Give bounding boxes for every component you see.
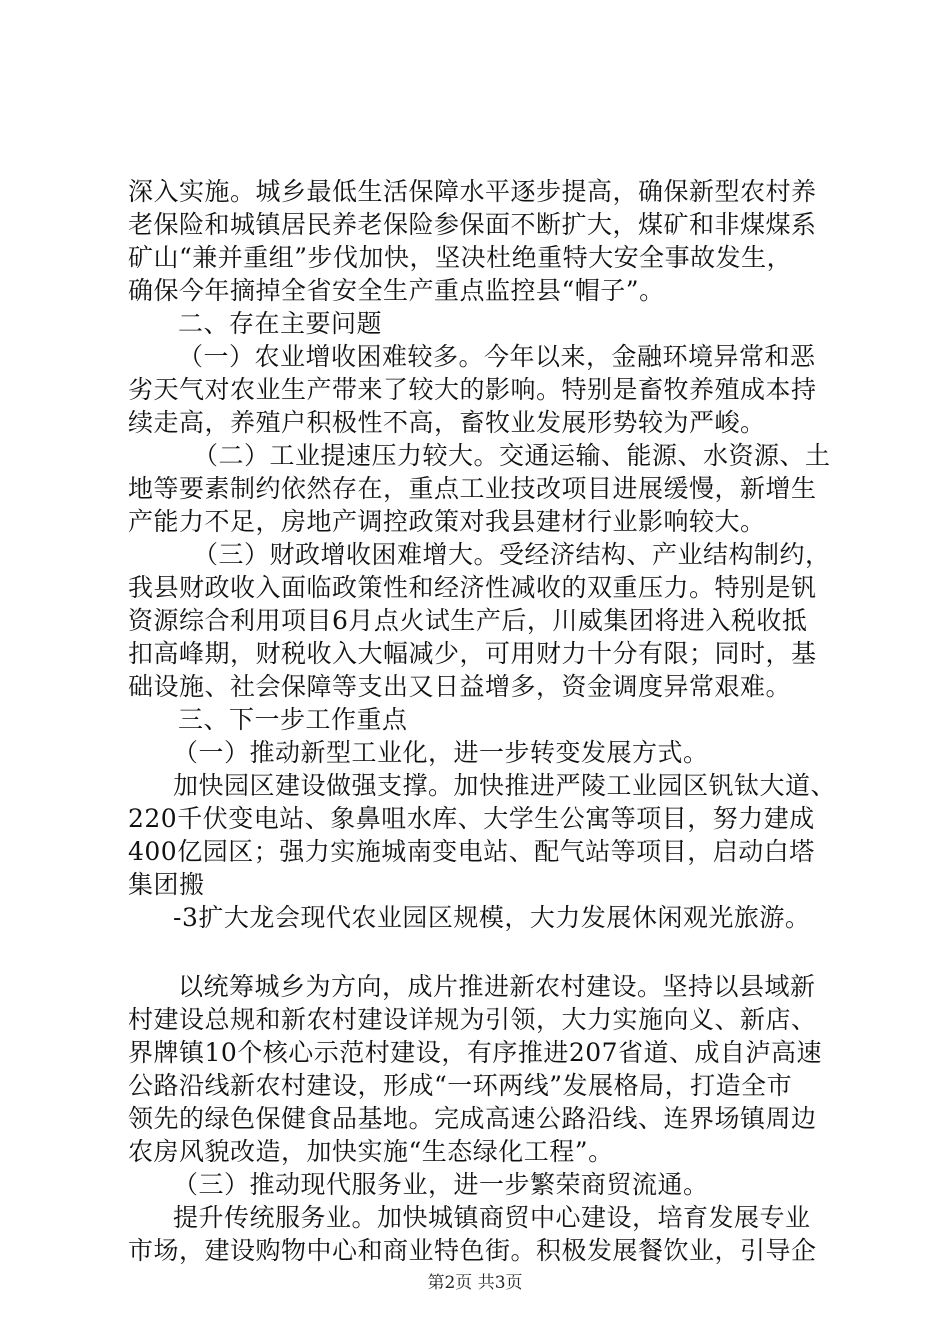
text-line: 农房风貌改造，加快实施“生态绿化工程”。 [128,1137,614,1166]
subsection-heading: （三）推动现代服务业，进一步繁荣商贸流通。 [173,1170,709,1199]
text-line: 深入实施。城乡最低生活保障水平逐步提高，确保新型农村养 [128,177,817,206]
text-line: 以统筹城乡为方向，成片推进新农村建设。坚持以县域新 [178,972,816,1001]
text-line: （二）工业提速压力较大。交通运输、能源、水资源、土 [193,441,831,470]
section-heading: 二、存在主要问题 [178,309,383,338]
paragraph-gap [128,934,828,970]
body-text [128,175,837,1267]
text-line: 220千伏变电站、象鼻咀水库、大学生公寓等项目，努力建成 [128,804,815,833]
text-line: 提升传统服务业。加快城镇商贸中心建设，培育发展专业 [173,1203,811,1232]
text-line: 我县财政收入面临政策性和经济性减收的双重压力。特别是钒 [128,573,817,602]
text-line: 加快园区建设做强支撑。加快推进严陵工业园区钒钛大道、 [173,771,837,800]
text-line: 界牌镇10个核心示范村建设，有序推进207省道、成自泸高速 [128,1038,823,1067]
section-heading: 三、下一步工作重点 [178,705,408,734]
text-line: -3扩大龙会现代农业园区规模，大力发展休闲观光旅游。 [173,903,811,932]
text-line: 劣天气对农业生产带来了较大的影响。特别是畜牧养殖成本持 [128,375,817,404]
text-line: 公路沿线新农村建设，形成“一环两线”发展格局，打造全市 [128,1071,793,1100]
text-line: 础设施、社会保障等支出又日益增多，资金调度异常艰难。 [128,672,792,701]
page-footer: 第2页 共3页 [427,1273,523,1293]
text-line: 矿山“兼并重组”步伐加快，坚决杜绝重特大安全事故发生， [128,243,793,272]
text-line: 地等要素制约依然存在，重点工业技改项目进展缓慢，新增生 [128,474,817,503]
text-line: 扣高峰期，财税收入大幅减少，可用财力十分有限；同时，基 [128,639,817,668]
subsection-heading: （一）推动新型工业化，进一步转变发展方式。 [173,738,709,767]
text-line: 集团搬 [128,870,205,899]
text-line: 续走高，养殖户积极性不高，畜牧业发展形势较为严峻。 [128,408,766,437]
text-line: 市场，建设购物中心和商业特色街。积极发展餐饮业，引导企 [128,1236,817,1265]
text-line: 领先的绿色保健食品基地。完成高速公路沿线、连界场镇周边 [128,1104,817,1133]
text-line: （一）农业增收困难较多。今年以来，金融环境异常和恶 [178,342,816,371]
text-line: （三）财政增收困难增大。受经济结构、产业结构制约， [193,540,831,569]
text-line: 400亿园区；强力实施城南变电站、配气站等项目，启动白塔 [128,837,815,866]
text-line: 确保今年摘掉全省安全生产重点监控县“帽子”。 [128,276,665,305]
text-line: 产能力不足，房地产调控政策对我县建材行业影响较大。 [128,507,766,536]
text-line: 老保险和城镇居民养老保险参保面不断扩大，煤矿和非煤煤系 [128,210,817,239]
text-line: 村建设总规和新农村建设详规为引领，大力实施向义、新店、 [128,1005,817,1034]
text-line: 资源综合利用项目6月点火试生产后，川威集团将进入税收抵 [128,606,808,635]
